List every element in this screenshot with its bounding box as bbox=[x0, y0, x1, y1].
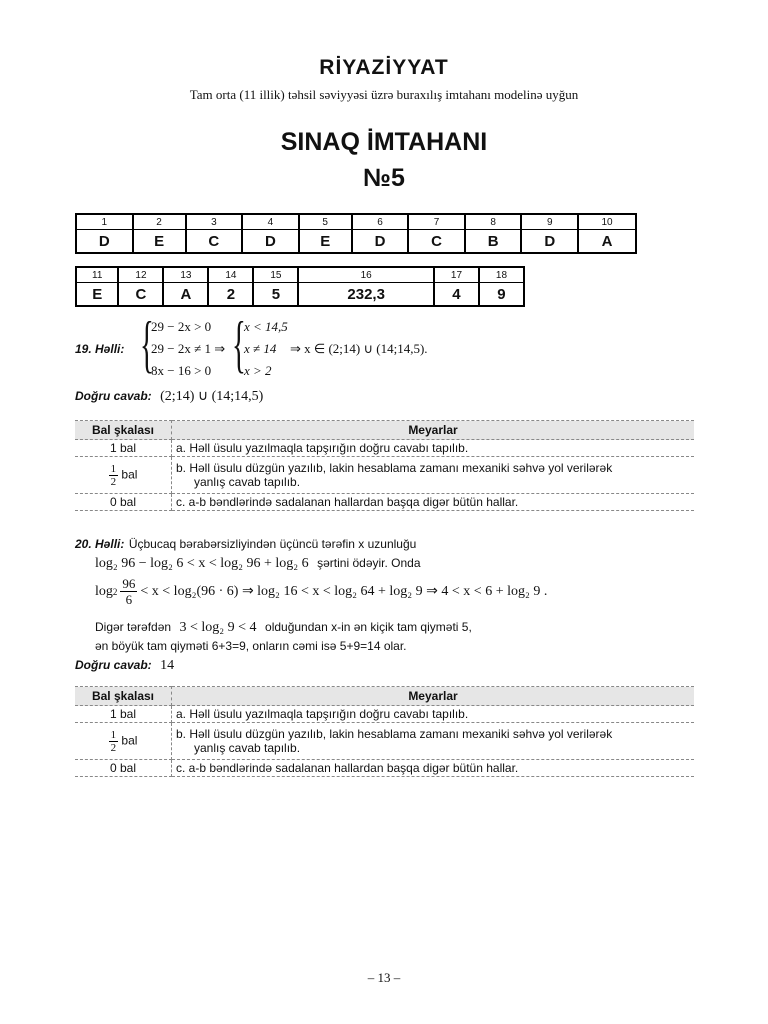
question-number-cell: 15 bbox=[253, 267, 298, 283]
answer-cell: C bbox=[408, 230, 465, 254]
answer-cell: D bbox=[242, 230, 299, 254]
q20-line3-math: 3 < log₂ 9 < 4 bbox=[179, 620, 257, 635]
q20-answer-label: Doğru cavab: bbox=[75, 658, 152, 672]
q20-answer: 14 bbox=[160, 658, 175, 673]
scale-header-criteria: Meyarlar bbox=[172, 687, 695, 706]
question-number-cell: 16 bbox=[298, 267, 434, 283]
criteria-cell: a. Həll üsulu yazılmaqla tapşırığın doğru cavabı tapılıb. bbox=[172, 706, 695, 723]
q19-label: 19. Həlli: bbox=[75, 342, 125, 356]
q19-sys2-line: x > 2 bbox=[244, 363, 272, 378]
question-number-cell: 14 bbox=[208, 267, 253, 283]
answer-cell: D bbox=[76, 230, 133, 254]
q19-answer: (2;14) ∪ (14;14,5) bbox=[160, 389, 264, 404]
question-number-cell: 7 bbox=[408, 214, 465, 230]
answer-cell: C bbox=[118, 283, 163, 307]
answer-cell: A bbox=[578, 230, 636, 254]
question-number-cell: 2 bbox=[133, 214, 186, 230]
answer-cell: 9 bbox=[479, 283, 524, 307]
criteria-cell: c. a-b bəndlərində sadalanan hallardan başqa digər bütün hallar. bbox=[172, 494, 695, 511]
q19-result: ⇒ x ∈ (2;14) ∪ (14;14,5). bbox=[290, 341, 428, 356]
question-number-cell: 10 bbox=[578, 214, 636, 230]
q20-intro: Üçbucaq bərabərsizliyindən üçüncü tərəfin x uzunluğu bbox=[128, 537, 417, 551]
answer-cell: E bbox=[76, 283, 118, 307]
half-fraction: $\frac{1}{2}$ bbox=[110, 462, 117, 488]
q20-inequality-1: log₂ 96 − log₂ 6 < x < log₂ 96 + log₂ 6 bbox=[95, 556, 309, 571]
subject-title: RİYAZİYYAT bbox=[319, 56, 449, 79]
q19-sys2-line: x < 14,5 bbox=[244, 319, 288, 334]
criteria-cell: b. Həll üsulu düzgün yazılıb, lakin hesablama zamanı mexaniki səhvə yol verilərək yanlış cavab tapılıb. bbox=[172, 723, 695, 760]
question-number-cell: 11 bbox=[76, 267, 118, 283]
question-number-cell: 1 bbox=[76, 214, 133, 230]
scale-header-score: Bal şkalası bbox=[75, 687, 172, 706]
criteria-cell: a. Həll üsulu yazılmaqla tapşırığın doğru cavabı tapılıb. bbox=[172, 440, 695, 457]
answer-cell: 2 bbox=[208, 283, 253, 307]
brace-left-2: { bbox=[232, 308, 246, 379]
q19-sys1-line: 29 − 2x > 0 bbox=[151, 319, 212, 334]
answer-cell: E bbox=[133, 230, 186, 254]
scale-header-criteria: Meyarlar bbox=[172, 421, 695, 440]
question-number-cell: 5 bbox=[299, 214, 352, 230]
q20-line1-text: şərtini ödəyir. Onda bbox=[317, 556, 421, 570]
q19-sys1-line: 8x − 16 > 0 bbox=[151, 363, 212, 378]
half-fraction: $\frac{1}{2}$ bbox=[110, 728, 117, 754]
question-number-cell: 9 bbox=[521, 214, 578, 230]
question-number-cell: 4 bbox=[242, 214, 299, 230]
scoring-table-2 bbox=[75, 686, 694, 777]
question-number-cell: 12 bbox=[118, 267, 163, 283]
q20-line4: ən böyük tam qiyməti 6+3=9, onların cəmi isə 5+9=14 olar. bbox=[95, 639, 407, 653]
question-number-cell: 8 bbox=[465, 214, 522, 230]
question-number-cell: 17 bbox=[434, 267, 479, 283]
answer-cell: 232,3 bbox=[298, 283, 434, 307]
answer-cell: C bbox=[186, 230, 243, 254]
q19-sys1-line: 29 − 2x ≠ 1 ⇒ bbox=[151, 341, 226, 356]
score-cell: 1 bal bbox=[75, 440, 172, 457]
q20-label: 20. Həlli: bbox=[75, 537, 125, 551]
question-number-cell: 3 bbox=[186, 214, 243, 230]
answer-cell: 5 bbox=[253, 283, 298, 307]
question-number-cell: 6 bbox=[352, 214, 409, 230]
criteria-cell: c. a-b bəndlərində sadalanan hallardan başqa digər bütün hallar. bbox=[172, 760, 695, 777]
scoring-table-1 bbox=[75, 420, 694, 511]
score-cell-half: $\frac{1}{2}$ bal bbox=[75, 457, 172, 494]
score-cell: 0 bal bbox=[75, 494, 172, 511]
question-number-cell: 18 bbox=[479, 267, 524, 283]
criteria-cell: b. Həll üsulu düzgün yazılıb, lakin hesablama zamanı mexaniki səhvə yol verilərək yanlış cavab tapılıb. bbox=[172, 457, 695, 494]
q19-answer-label: Doğru cavab: bbox=[75, 389, 152, 403]
page-number: – 13 – bbox=[367, 970, 401, 985]
q19-system-2 bbox=[244, 316, 288, 382]
answer-cell: B bbox=[465, 230, 522, 254]
answer-cell: D bbox=[352, 230, 409, 254]
score-cell: 0 bal bbox=[75, 760, 172, 777]
answer-cell: 4 bbox=[434, 283, 479, 307]
q19-system-1 bbox=[151, 316, 225, 382]
q19-sys2-line: x ≠ 14 bbox=[244, 341, 277, 356]
answer-key-table-2 bbox=[75, 266, 525, 307]
answer-cell: A bbox=[163, 283, 208, 307]
q20-line3-post: olduğundan x-in ən kiçik tam qiyməti 5, bbox=[265, 620, 472, 634]
q20-derivation: log 2 $\frac{96}{6}$ < x < log₂(96 · 6) ⇒ log₂ 16 < x < log₂ 64 + log₂ 9 ⇒ 4 < x < 6 + log₂ 9 . bbox=[95, 576, 548, 607]
q20-line3-pre: Digər tərəfdən bbox=[95, 620, 172, 634]
answer-key-table-1 bbox=[75, 213, 637, 254]
answer-cell: E bbox=[299, 230, 352, 254]
score-cell: 1 bal bbox=[75, 706, 172, 723]
scale-header-score: Bal şkalası bbox=[75, 421, 172, 440]
exam-title: SINAQ İMTAHANI bbox=[280, 128, 488, 156]
score-cell-half: $\frac{1}{2}$ bal bbox=[75, 723, 172, 760]
brace-left-1: { bbox=[140, 308, 154, 379]
question-number-cell: 13 bbox=[163, 267, 208, 283]
exam-number: №5 bbox=[363, 164, 405, 192]
subtitle: Tam orta (11 illik) təhsil səviyyəsi üzrə buraxılış imtahanı modelinə uyğun bbox=[189, 87, 579, 102]
answer-cell: D bbox=[521, 230, 578, 254]
